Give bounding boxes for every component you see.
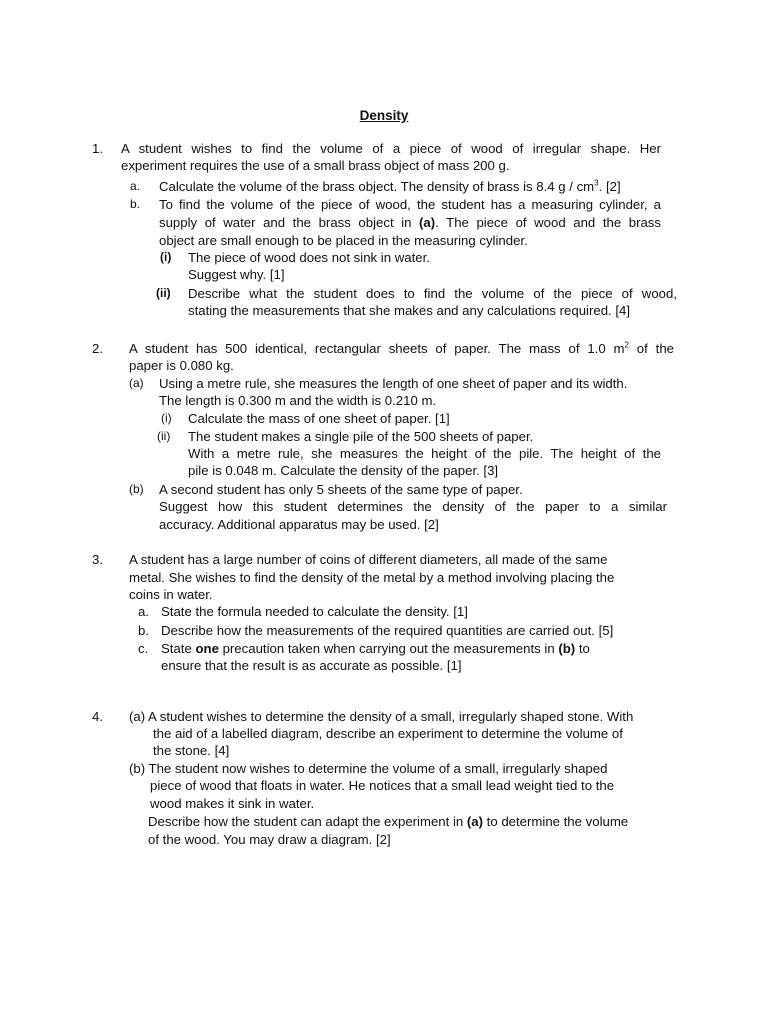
q4b-line-3: wood makes it sink in water.	[150, 796, 315, 811]
q3c-line-2: ensure that the result is as accurate as possible. [1]	[161, 658, 462, 673]
q2b-line-2: Suggest how this student determines the density of the paper to a similar	[159, 499, 667, 514]
q1b-line-3: object are small enough to be placed in the measuring cylinder.	[159, 233, 528, 248]
q1bi-line-2: Suggest why. [1]	[188, 267, 285, 282]
q1b-label: b.	[130, 197, 141, 211]
q1a-text: Calculate the volume of the brass object. The density of brass is 8.4 g / $cm^3$. [2]	[159, 178, 621, 194]
q2aii-line-2: With a metre rule, she measures the height of the pile. The height of the	[188, 446, 661, 461]
q1a-label: a.	[130, 179, 141, 193]
q4a-line-3: the stone. [4]	[153, 743, 230, 758]
q2-line-2: paper is 0.080 kg.	[129, 358, 234, 373]
q2a-line-2: The length is 0.300 m and the width is 0.210 m.	[159, 393, 437, 408]
q3-number: 3.	[92, 552, 103, 567]
q4b-line-2: piece of wood that floats in water. He notices that a small lead weight tied to the	[150, 778, 615, 793]
q3c-label: c.	[138, 641, 149, 656]
q3b-text: Describe how the measurements of the required quantities are carried out. [5]	[161, 623, 614, 638]
q4a-line-2: the aid of a labelled diagram, describe an experiment to determine the volume of	[153, 726, 623, 741]
q2ai-line-1: Calculate the mass of one sheet of paper. [1]	[188, 411, 450, 426]
q4a-line-1: (a) A student wishes to determine the density of a small, irregularly shaped stone. With	[129, 709, 634, 724]
q3a-text: State the formula needed to calculate the density. [1]	[161, 604, 468, 619]
q3c-line-1: State one precaution taken when carrying out the measurements in (b) to	[161, 641, 590, 656]
q2b-label: (b)	[129, 482, 144, 496]
q2ai-label: (i)	[161, 411, 172, 425]
q3b-label: b.	[138, 623, 149, 638]
q2a-line-1: Using a metre rule, she measures the length of one sheet of paper and its width.	[159, 376, 628, 391]
q1bii-label: (ii)	[156, 286, 171, 300]
q2a-label: (a)	[129, 376, 144, 390]
q2b-line-1: A second student has only 5 sheets of the same type of paper.	[159, 482, 523, 497]
q4-number: 4.	[92, 709, 103, 724]
q1bii-line-1: Describe what the student does to find the volume of the piece of wood,	[188, 286, 677, 301]
q2-number: 2.	[92, 341, 103, 356]
q2aii-line-3: pile is 0.048 m. Calculate the density of the paper. [3]	[188, 463, 499, 478]
q1-number: 1.	[92, 141, 103, 156]
q4b-line-4: Describe how the student can adapt the experiment in (a) to determine the volume	[148, 814, 629, 829]
q2b-line-3: accuracy. Additional apparatus may be used. [2]	[159, 517, 439, 532]
q2aii-line-1: The student makes a single pile of the 500 sheets of paper.	[188, 429, 534, 444]
q4b-line-1: (b) The student now wishes to determine the volume of a small, irregularly shaped	[129, 761, 608, 776]
q1bii-line-2: stating the measurements that she makes and any calculations required. [4]	[188, 303, 631, 318]
q3-line-2: metal. She wishes to find the density of the metal by a method involving placing the	[129, 570, 615, 585]
q1-line-2: experiment requires the use of a small brass object of mass 200 g.	[121, 158, 510, 173]
q1bi-label: (i)	[160, 250, 172, 264]
q4b-line-5: of the wood. You may draw a diagram. [2]	[148, 832, 391, 847]
q3-line-3: coins in water.	[129, 587, 213, 602]
q1-line-1: A student wishes to find the volume of a piece of wood of irregular shape. Her	[121, 141, 661, 156]
q1b-line-1: To find the volume of the piece of wood, the student has a measuring cylinder, a	[159, 197, 661, 212]
q1b-line-2: supply of water and the brass object in (a). The piece of wood and the brass	[159, 215, 661, 230]
q3a-label: a.	[138, 604, 149, 619]
q2-line-1: A student has 500 identical, rectangular sheets of paper. The mass of 1.0 $m^2$ of the	[129, 340, 674, 356]
page-title: Density	[359, 108, 409, 123]
q1bi-line-1: The piece of wood does not sink in water.	[188, 250, 430, 265]
q2aii-label: (ii)	[157, 429, 171, 443]
q3-line-1: A student has a large number of coins of different diameters, all made of the same	[129, 552, 608, 567]
